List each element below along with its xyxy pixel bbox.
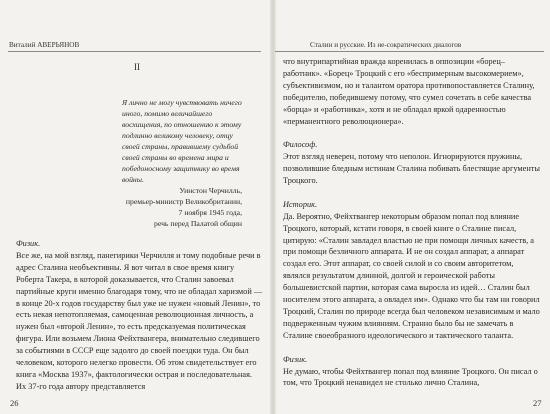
header-rule-left (8, 51, 261, 52)
speaker-historian: Историк. (283, 199, 318, 209)
philosopher-paragraph: Этот взгляд неверен, потому что неполон. Игнорируются пружины, позволившие бледным истинам Сталина побивать блестящие аргументы Троцкого. (283, 152, 540, 186)
attribution-name: Уинстон Черчилль, (179, 186, 242, 195)
speaker-physicist-2: Физик. (283, 354, 308, 364)
epigraph (122, 97, 244, 185)
speaker-philosopher: Философ. (283, 140, 318, 150)
right-body (283, 56, 541, 389)
physicist-paragraph: Все же, на мой взгляд, панегирики Черчилля и тому подобные речи в адрес Сталина необъективны. Я вот читал в свое время книгу Роберта Такера, в которой доказывается, что Сталин завоевал партийные круги именно благодаря тому, что не обладал харизмой — в конце 20-х годов государству был уже не нужен «новый Ленин», то есть некая непотопляемая, самоценная революционная личность, а нужен был «второй Ленин», то есть предсказуемая политическая фигура. Или возьмем Лиона Фейхтвангера, внимательно следившего за событиями в СССР еще задолго до своей поездки туда. Он был человеком, которого нелегко провести. Об этом свидетельствует его книга «Москва 1937», фактологически острая и последовательная. Иx 37-го года автору представляется (16, 250, 263, 391)
epigraph-text: Я лично не могу чувствовать ничего иного, помимо величайшего восхищения, по отношению к этому подлинно великому человеку, отцу своей страны, правившему судьбой своей страны во времена мира и победоносному защитнику во время войны. (122, 98, 242, 184)
historian-paragraph: Да. Вероятно, Фейхтвангер некоторым образом попал под влияние Троцкого, который, кстати говоря, в своей книге о Сталине писал, цитирую: «Сталин завладел властью не при помощи личных качеств, а при помощи безличного аппарата. И не он создал аппарат, а аппарат создал его. Этот аппарат, со своей силой и со своим авторитетом, являлся результатом длинной, долгой и героической работы большевистской партии, которая сама выросла из идей… Сталин был носителем этого аппарата, а овладел им». Однако что бы там ни говорил Троцкий, Сталин по природе всегда был человеком независимым и мало подверженным чужим влияниям. Странно было бы не замечать в Сталине своеобразного идеологического и тактического таланта. (283, 211, 540, 340)
epigraph-attribution (124, 185, 242, 229)
left-page (0, 0, 271, 414)
header-rule-right (275, 51, 544, 52)
attribution-date: 7 ноября 1945 года, (178, 208, 242, 217)
physicist-paragraph-2: Не думаю, чтобы Фейхтвангер попал под влияние Троцкого. Он писал о том, что Троцкий ненавидел не столько лично Сталина, (283, 366, 538, 388)
running-head-right: Сталин и русские. Из не-сократических диалогов (310, 41, 462, 49)
attribution-role: премьер-министр Великобритании, (125, 197, 242, 206)
continuation-paragraph: что внутрипартийная вражда коренилась в оппозиции «борец–работник». «Борец» Троцкий с его «беспримерным высокомерием», субъективизмом, но и талантом оратора противопоставляется Сталину, победителю, победившему потому, что сумел сочетать в себе качества «борца» и «работника», хотя и не обладал яркой одаренностью «перманентного революционера». (283, 57, 535, 126)
page-number-right: 27 (533, 398, 542, 408)
right-page (275, 0, 550, 414)
chapter-number: II (134, 62, 140, 72)
page-number-left: 26 (10, 398, 19, 408)
attribution-occasion: речь перед Палатой общин (154, 219, 242, 228)
running-head-left: Виталий АВЕРЬЯНОВ (9, 41, 80, 49)
left-body (16, 238, 263, 393)
speaker-physicist: Физик. (16, 239, 41, 248)
